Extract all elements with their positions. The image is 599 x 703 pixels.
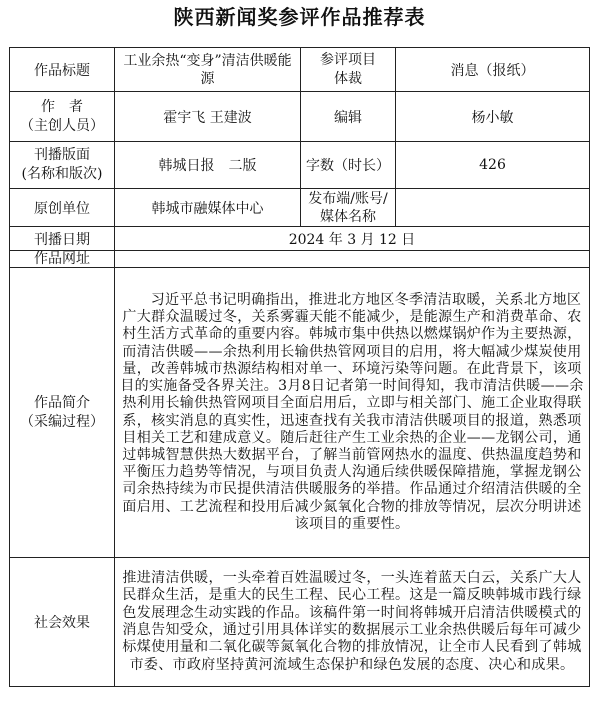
row-author [10,92,590,142]
value-edition: 韩城日报 二版 [115,142,301,189]
row-url [10,251,590,268]
value-length: 426 [396,142,590,189]
label-category [301,48,396,92]
label-length: 字数（时长） [301,142,396,189]
label-author-line2: （主创人员） [20,117,104,134]
label-summary [10,268,115,558]
value-platform [396,189,590,227]
label-url: 作品网址 [10,251,115,268]
row-work-title [10,48,590,92]
recommendation-form-table [9,47,590,687]
label-effect: 社会效果 [10,558,115,687]
page-title: 陕西新闻奖参评作品推荐表 [173,5,426,29]
value-category: 消息（报纸） [396,48,590,92]
value-effect: 推进清洁供暖，一头牵着百姓温暖过冬，一头连着蓝天白云，关系广大人民群众生活，是重大的民生工程、民心工程。这是一篇反映韩城市践行绿色发展理念生动实践的作品。该稿件第一时间将韩城开启清洁供暖模式的消息告知受众，通过引用具体详实的数据展示工业余热供暖后每年可减少标煤使用量和二氧化碳等氮氧化合物的排放情况，让全市人民看到了韩城市委、市政府坚持黄河流域生态保护和绿色发展的态度、决心和成果。 [115,558,590,687]
row-effect [10,558,590,687]
label-edition-line2: (名称和版次) [21,166,103,182]
label-edition-line1: 刊播版面 [34,147,90,163]
value-work-title: 工业余热“变身”清洁供暖能源 [115,48,301,92]
label-summary-line1: 作品简介 [34,394,90,411]
label-summary-line2: （采编过程） [20,413,104,430]
value-summary: 习近平总书记明确指出，推进北方地区冬季清洁取暖，关系北方地区广大群众温暖过冬，关系雾霾天能不能减少，是能源生产和消费革命、农村生活方式革命的重要内容。韩城市集中供热以燃煤锅炉作为主要热源，而清洁供暖——余热利用长输供热管网项目的启用，将大幅减少煤炭使用量，改善韩城市热源结构相对单一、环境污染等问题。在此背景下，该项目的实施备受各界关注。3月8日记者第一时间得知，我市清洁供暖——余热利用长输供热管网项目全面启用后，立即与相关部门、施工企业取得联系，核实消息的真实性，迅速查找有关我市清洁供暖项目的报道，熟悉项目相关工艺和建成意义。随后赶往产生工业余热的企业——龙钢公司，通过韩城智慧供热大数据平台，了解当前管网热水的温度、供热温度趋势和平衡压力趋势等情况，与项目负责人沟通后续供暖保障措施，掌握龙钢公司余热持续为市民提供清洁供暖服务的举措。作品通过介绍清洁供暖的全面启用、工艺流程和投用后减少氮氧化合物的排放等情况，层次分明讲述该项目的重要性。 [115,268,590,558]
label-author [10,92,115,142]
label-category-line2: 体裁 [334,70,362,87]
row-summary [10,268,590,558]
value-date: 2024 年 3 月 12 日 [115,227,590,251]
row-date [10,227,590,251]
label-edition [10,142,115,189]
value-url [115,251,590,268]
value-authors: 霍宇飞 王建波 [115,92,301,142]
label-author-line1: 作 者 [41,98,83,115]
label-unit: 原创单位 [10,189,115,227]
label-platform: 发布端/账号/媒体名称 [301,189,396,227]
row-edition [10,142,590,189]
label-category-line1: 参评项目 [320,51,376,68]
label-date: 刊播日期 [10,227,115,251]
label-work-title: 作品标题 [10,48,115,92]
label-editor: 编辑 [301,92,396,142]
value-unit: 韩城市融媒体中心 [115,189,301,227]
value-editor: 杨小敏 [396,92,590,142]
row-unit [10,189,590,227]
